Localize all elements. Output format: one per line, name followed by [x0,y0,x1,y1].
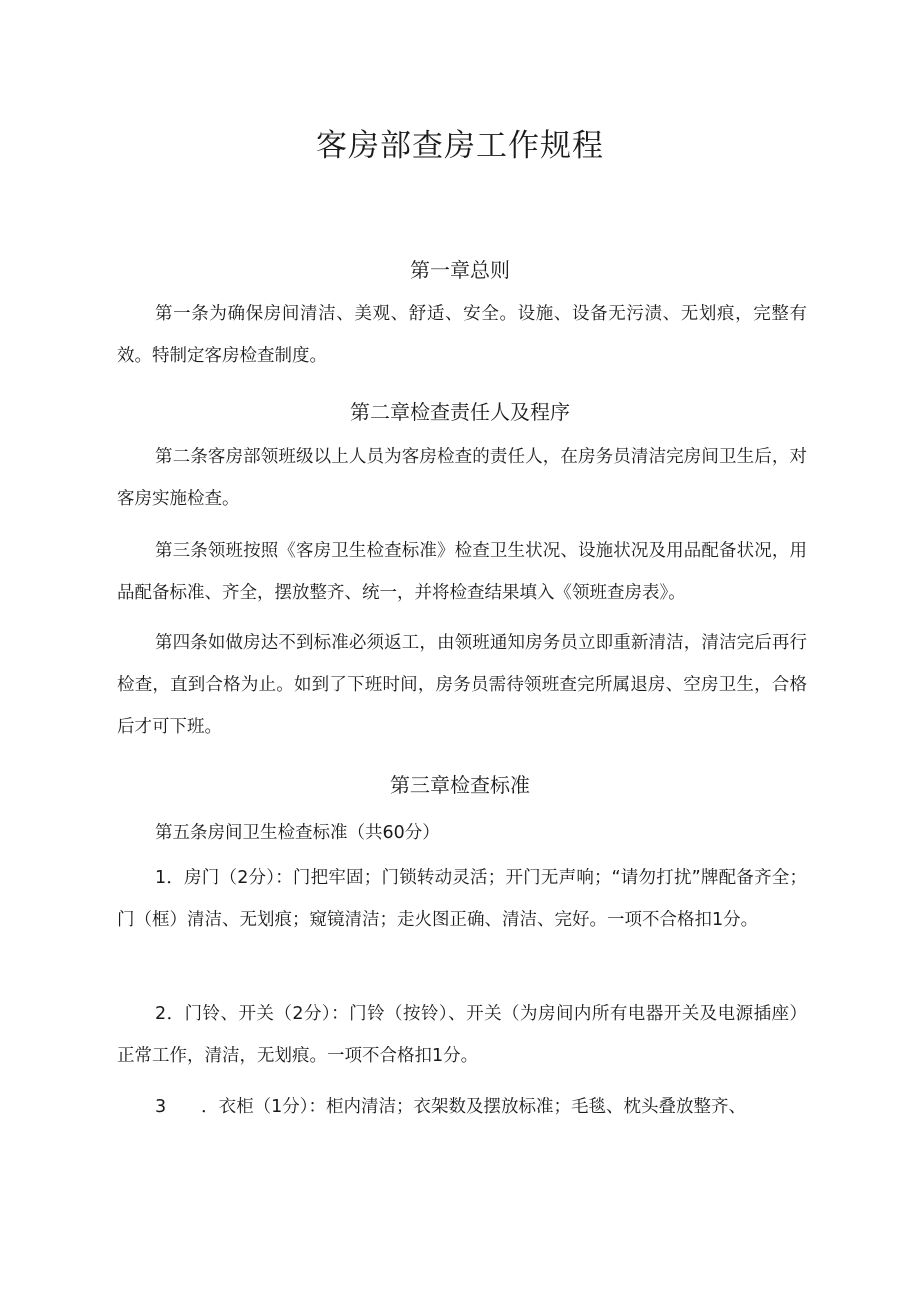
chapter-heading-2: 第二章检查责任人及程序 [350,400,570,424]
standard-item-2: 2．门铃、开关（2分）：门铃（按铃）、开关（为房间内所有电器开关及电源插座）正常工作，清洁，无划痕。一项不合格扣1分。 [117,1004,807,1066]
article-5: 第五条房间卫生检查标准（共60分） [155,823,440,843]
standard-item-3: 3 ．衣柜（1分）：柜内清洁；衣架数及摆放标准；毛毯、枕头叠放整齐、 [155,1097,747,1117]
chapter-heading-3: 第三章检查标准 [390,773,530,797]
chapter-heading-1: 第一章总则 [410,258,510,282]
article-4: 第四条如做房达不到标准必须返工，由领班通知房务员立即重新清洁，清洁完后再行检查，直到合格为止。如到了下班时间，房务员需待领班查完所属退房、空房卫生，合格后才可下班。 [117,633,807,737]
article-1: 第一条为确保房间清洁、美观、舒适、安全。设施、设备无污渍、无划痕，完整有效。特制定客房检查制度。 [117,304,807,366]
document-title: 客房部查房工作规程 [316,128,604,164]
standard-item-1: 1．房门（2分）：门把牢固；门锁转动灵活；开门无声响；“请勿打扰”牌配备齐全；门（框）清洁、无划痕；窥镜清洁；走火图正确、清洁、完好。一项不合格扣1分。 [117,868,807,930]
article-3: 第三条领班按照《客房卫生检查标准》检查卫生状况、设施状况及用品配备状况，用品配备标准、齐全，摆放整齐、统一，并将检查结果填入《领班查房表》。 [117,541,807,603]
article-2: 第二条客房部领班级以上人员为客房检查的责任人，在房务员清洁完房间卫生后，对客房实施检查。 [117,447,807,509]
